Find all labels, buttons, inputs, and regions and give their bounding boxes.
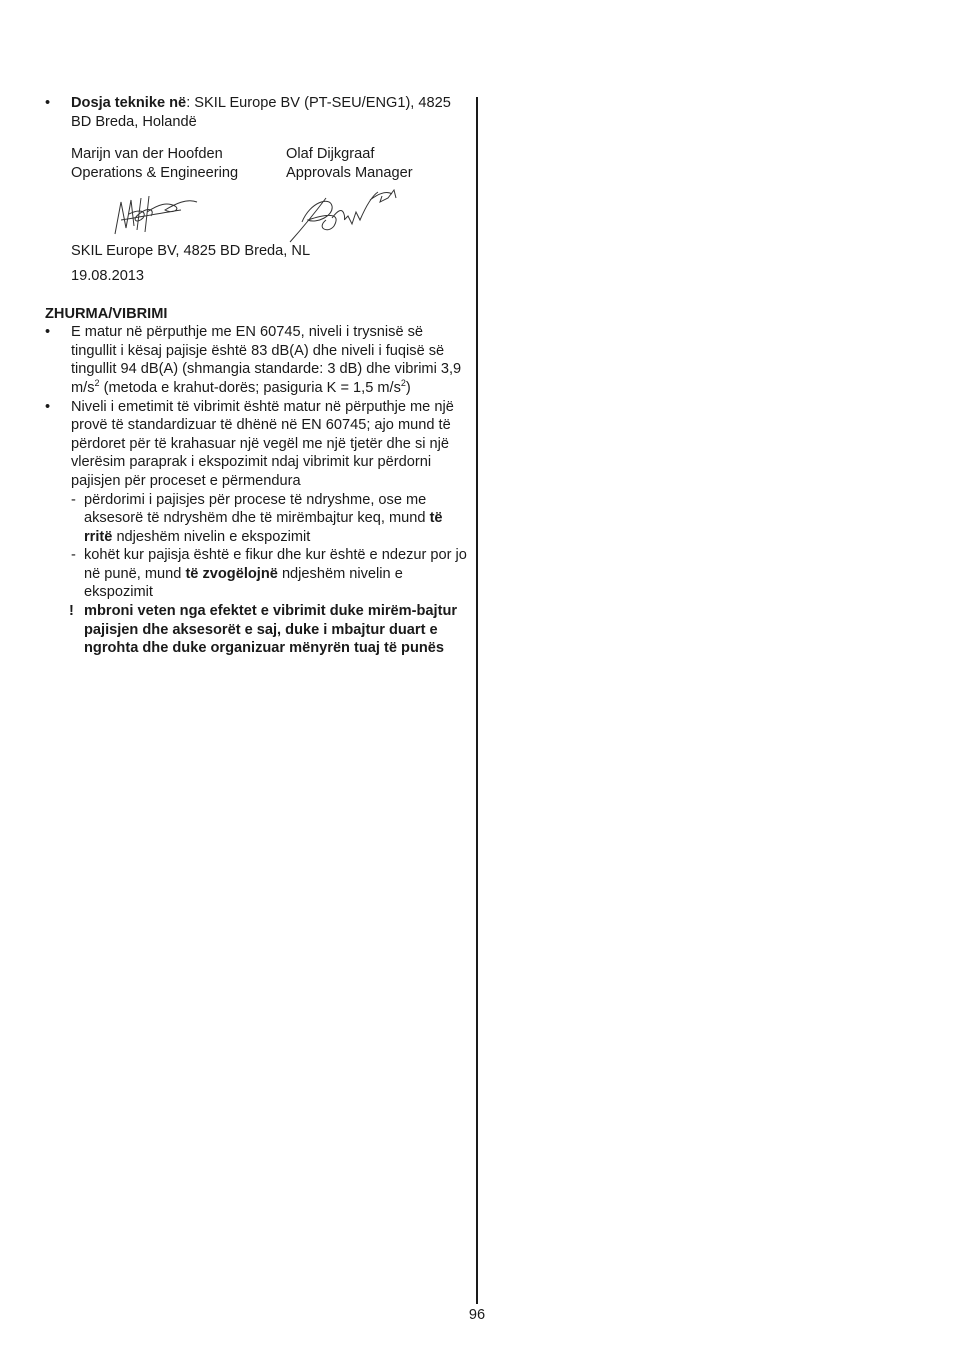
signatory-1: [71, 145, 286, 248]
warning-text: mbroni veten nga efektet e vibrimit duke mirëm-bajtur pajisjen dhe aksesorët e saj, duke i mbajtur duart e ngrohta dhe duke organizuar mënyrën tuaj të punës: [84, 603, 458, 657]
sub-item-reduce: [45, 546, 467, 602]
signatures-block: [45, 145, 467, 248]
noise-text-3: ): [405, 379, 411, 396]
noise-text-2: (metoda e krahut-dorës; pasiguria K = 1,5 m/s: [99, 379, 401, 396]
signature-2-image: [286, 184, 406, 248]
technical-file-item: [45, 94, 467, 131]
column-divider: [476, 97, 478, 1304]
signatory-2-name: Olaf Dijkgraaf: [286, 146, 375, 163]
page-number: 96: [468, 1307, 486, 1323]
signatory-2: [286, 145, 413, 248]
technical-file-label: Dosja teknike në: [71, 95, 187, 111]
signatory-1-name: Marijn van der Hoofden: [71, 146, 223, 163]
technical-file-text: : SKIL Europe BV (PT-SEU/ENG1), 4825 BD Breda, Holandë: [71, 95, 451, 130]
sub-item-2-after: ndjeshëm nivelin e ekspozimit: [84, 565, 403, 601]
sub-item-1-before: përdorimi i pajisjes për procese të ndryshme, ose me aksesorë të ndryshëm dhe të mirëmbajtur keq, mund: [84, 491, 430, 527]
sub-item-1-bold: të rritë: [84, 510, 443, 545]
noise-sup-1: 2: [94, 377, 100, 388]
sub-item-1-after: ndjeshëm nivelin e ekspozimit: [112, 528, 311, 545]
text-column: [45, 94, 467, 658]
noise-text-1: E matur në përputhje me EN 60745, niveli i trysnisë së tingullit i kësaj pajisje është 83 dB(A) dhe niveli i fuqisë së tingullit 94 dB(A) (shmangia standarde: 3 dB) dhe vibrimi 3,9 m/s: [71, 324, 462, 396]
date: 19.08.2013: [71, 267, 145, 284]
noise-vibration-item: [45, 323, 467, 397]
sub-item-2-before: kohët kur pajisja është e fikur dhe kur është e ndezur por jo në punë, mund: [84, 547, 467, 582]
company-address: SKIL Europe BV, 4825 BD Breda, NL: [71, 243, 311, 260]
signature-1-image: [71, 184, 201, 248]
warning-mark: !: [69, 603, 74, 620]
sub-item-increase: [45, 491, 467, 547]
warning-item: [45, 602, 467, 658]
emission-level-item: • Niveli i emetimit të vibrimit është matur në përputhje me një provë të standardizuar të dhënë në EN 60745; ajo mund të përdoret për të krahasuar një vegël me një tjetër dhe si një vlerësim paraprak i ekspozimit ndaj vibrimit kur përdorni pajisjen për proceset e përmendura: [45, 398, 467, 491]
signatory-1-title: Operations & Engineering: [71, 164, 239, 181]
section-heading: ZHURMA/VIBRIMI: [45, 305, 168, 322]
sub-item-2-bold: të zvogëlojnë: [185, 565, 278, 582]
signatory-2-title: Approvals Manager: [286, 164, 413, 181]
noise-sup-2: 2: [400, 377, 406, 388]
